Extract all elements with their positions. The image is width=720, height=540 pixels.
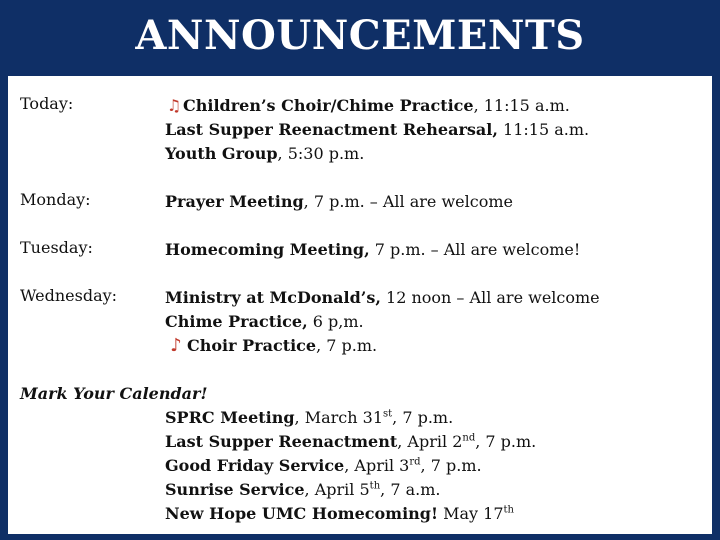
calendar-event-title: Last Supper Reenactment — [165, 432, 398, 451]
event-time: 6 p,m. — [307, 312, 364, 331]
calendar-date: , April 2 — [397, 432, 463, 451]
day-label-today: Today: — [20, 94, 74, 113]
calendar-heading: Mark Your Calendar! — [20, 384, 208, 403]
calendar-event-title: New Hope UMC Homecoming! — [165, 504, 439, 523]
today-items — [165, 94, 589, 166]
calendar-time: , 7 a.m. — [380, 480, 441, 499]
event-line — [165, 334, 600, 358]
event-title: Last Supper Reenactment Rehearsal, — [165, 120, 498, 139]
calendar-time: , 7 p.m. — [392, 408, 454, 427]
calendar-list — [165, 406, 536, 526]
event-time: 11:15 a.m. — [497, 120, 590, 139]
date-suffix: th — [369, 480, 381, 492]
event-time: , 7 p.m. — [316, 336, 378, 355]
event-title: Homecoming Meeting, — [165, 240, 370, 259]
event-line — [165, 190, 513, 214]
event-title: Children’s Choir/Chime Practice — [183, 96, 474, 115]
event-time: 7 p.m. – All are welcome! — [369, 240, 581, 259]
music-note-icon: ♪ — [170, 335, 182, 356]
calendar-date: , April 3 — [344, 456, 410, 475]
event-title: Choir Practice — [187, 336, 317, 355]
event-time: 12 noon – All are welcome — [380, 288, 600, 307]
calendar-event-title: Good Friday Service — [165, 456, 345, 475]
event-line — [165, 94, 589, 118]
music-note-icon: ♫ — [166, 96, 182, 115]
event-time: , 11:15 a.m. — [473, 96, 570, 115]
calendar-date: , March 31 — [294, 408, 383, 427]
event-title: Chime Practice, — [165, 312, 308, 331]
date-suffix: rd — [409, 456, 421, 468]
calendar-item — [165, 502, 536, 526]
event-title: Prayer Meeting — [165, 192, 304, 211]
event-line — [165, 286, 600, 310]
calendar-item — [165, 406, 536, 430]
calendar-time: , 7 p.m. — [475, 432, 537, 451]
calendar-item — [165, 478, 536, 502]
event-title: Youth Group — [165, 144, 278, 163]
calendar-date: May 17 — [438, 504, 504, 523]
wednesday-items — [165, 286, 600, 358]
event-time: , 7 p.m. – All are welcome — [303, 192, 513, 211]
event-line — [165, 142, 589, 166]
calendar-date: , April 5 — [304, 480, 370, 499]
tuesday-items — [165, 238, 580, 262]
monday-items — [165, 190, 513, 214]
event-line — [165, 310, 600, 334]
date-suffix: th — [503, 504, 514, 516]
calendar-event-title: Sunrise Service — [165, 480, 305, 499]
event-time: , 5:30 p.m. — [277, 144, 365, 163]
day-label-wednesday: Wednesday: — [20, 286, 118, 305]
date-suffix: st — [383, 408, 393, 420]
event-line — [165, 118, 589, 142]
calendar-item — [165, 454, 536, 478]
page-title: ANNOUNCEMENTS — [135, 12, 585, 59]
calendar-event-title: SPRC Meeting — [165, 408, 295, 427]
date-suffix: nd — [462, 432, 476, 444]
announcement-panel — [8, 76, 712, 534]
event-line — [165, 238, 580, 262]
day-label-tuesday: Tuesday: — [20, 238, 93, 257]
event-title: Ministry at McDonald’s, — [165, 288, 381, 307]
calendar-time: , 7 p.m. — [420, 456, 482, 475]
day-label-monday: Monday: — [20, 190, 91, 209]
calendar-item — [165, 430, 536, 454]
